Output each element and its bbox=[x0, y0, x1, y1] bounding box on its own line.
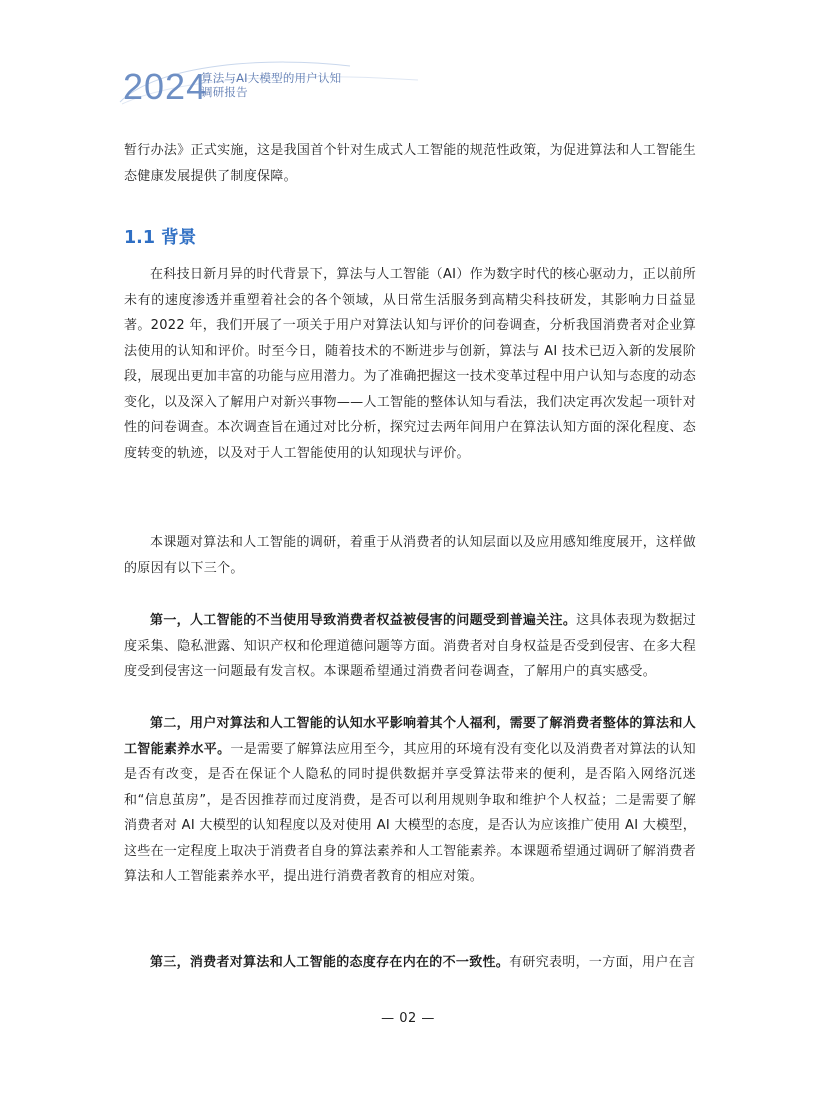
reason-one-lead: 第一，人工智能的不当使用导致消费者权益被侵害的问题受到普遍关注。 bbox=[150, 613, 577, 628]
paragraph-reason-two bbox=[124, 711, 696, 890]
header-title-line1: 算法与AI大模型的用户认知 bbox=[201, 71, 342, 85]
report-header bbox=[118, 58, 448, 110]
intro-paragraph: 暂行办法》正式实施，这是我国首个针对生成式人工智能的规范性政策，为促进算法和人工智能生态健康发展提供了制度保障。 bbox=[124, 143, 696, 184]
page-number: — 02 — bbox=[381, 1011, 435, 1026]
reason-two-body: 一是需要了解算法应用至今，其应用的环境有没有变化以及消费者对算法的认知是否有改变，是否在保证个人隐私的同时提供数据并享受算法带来的便利，是否陷入网络沉迷和“信息茧房”，是否因推荐而过度消费，是否可以利用规则争取和维护个人权益；二是需要了解消费者对 AI 大模型的认知程度以及对使用 AI 大模型的态度，是否认为应该推广使用 AI 大模型，这些在一定程度上取决于消费者自身的算法素养和人工智能素养。本课题希望通过调研了解消费者算法和人工智能素养水平，提出进行消费者教育的相应对策。 bbox=[124, 741, 696, 884]
reason-one-body: 这具体表现为数据过度采集、隐私泄露、知识产权和伦理道德问题等方面。消费者对自身权益是否受到侵害、在多大程度受到侵害这一问题最有发言权。本课题希望通过消费者问卷调查，了解用户的真实感受。 bbox=[124, 613, 696, 679]
header-year: 2024 bbox=[123, 66, 208, 107]
header-title-line2: 调研报告 bbox=[201, 85, 248, 99]
section-heading: 1.1 背景 bbox=[124, 228, 197, 248]
paragraph-reason-three bbox=[124, 950, 696, 976]
paragraph-background: 在科技日新月异的时代背景下，算法与人工智能（AI）作为数字时代的核心驱动力，正以前所未有的速度渗透并重塑着社会的各个领域，从日常生活服务到高精尖科技研发，其影响力日益显著。2022 年，我们开展了一项关于用户对算法认知与评价的问卷调查，分析我国消费者对企业算法使用的认知和评价。时至今日，随着技术的不断进步与创新，算法与 AI 技术已迈入新的发展阶段，展现出更加丰富的功能与应用潜力。为了准确把握这一技术变革过程中用户认知与态度的动态变化，以及深入了解用户对新兴事物——人工智能的整体认知与看法，我们决定再次发起一项针对性的问卷调查。本次调查旨在通过对比分析，探究过去两年间用户在算法认知方面的深化程度、态度转变的轨迹，以及对于人工智能使用的认知现状与评价。 bbox=[124, 267, 696, 461]
reason-three-body: 有研究表明，一方面，用户在言 bbox=[509, 955, 696, 970]
paragraph-reasons-intro: 本课题对算法和人工智能的调研，着重于从消费者的认知层面以及应用感知维度展开，这样做的原因有以下三个。 bbox=[124, 535, 696, 576]
paragraph-reason-one bbox=[124, 608, 696, 685]
reason-two-lead: 第二，用户对算法和人工智能的认知水平影响着其个人福利，需要了解消费者整体的算法和人工智能素养水平。 bbox=[124, 716, 696, 757]
header-title bbox=[201, 71, 341, 99]
reason-three-lead: 第三，消费者对算法和人工智能的态度存在内在的不一致性。 bbox=[150, 955, 510, 970]
